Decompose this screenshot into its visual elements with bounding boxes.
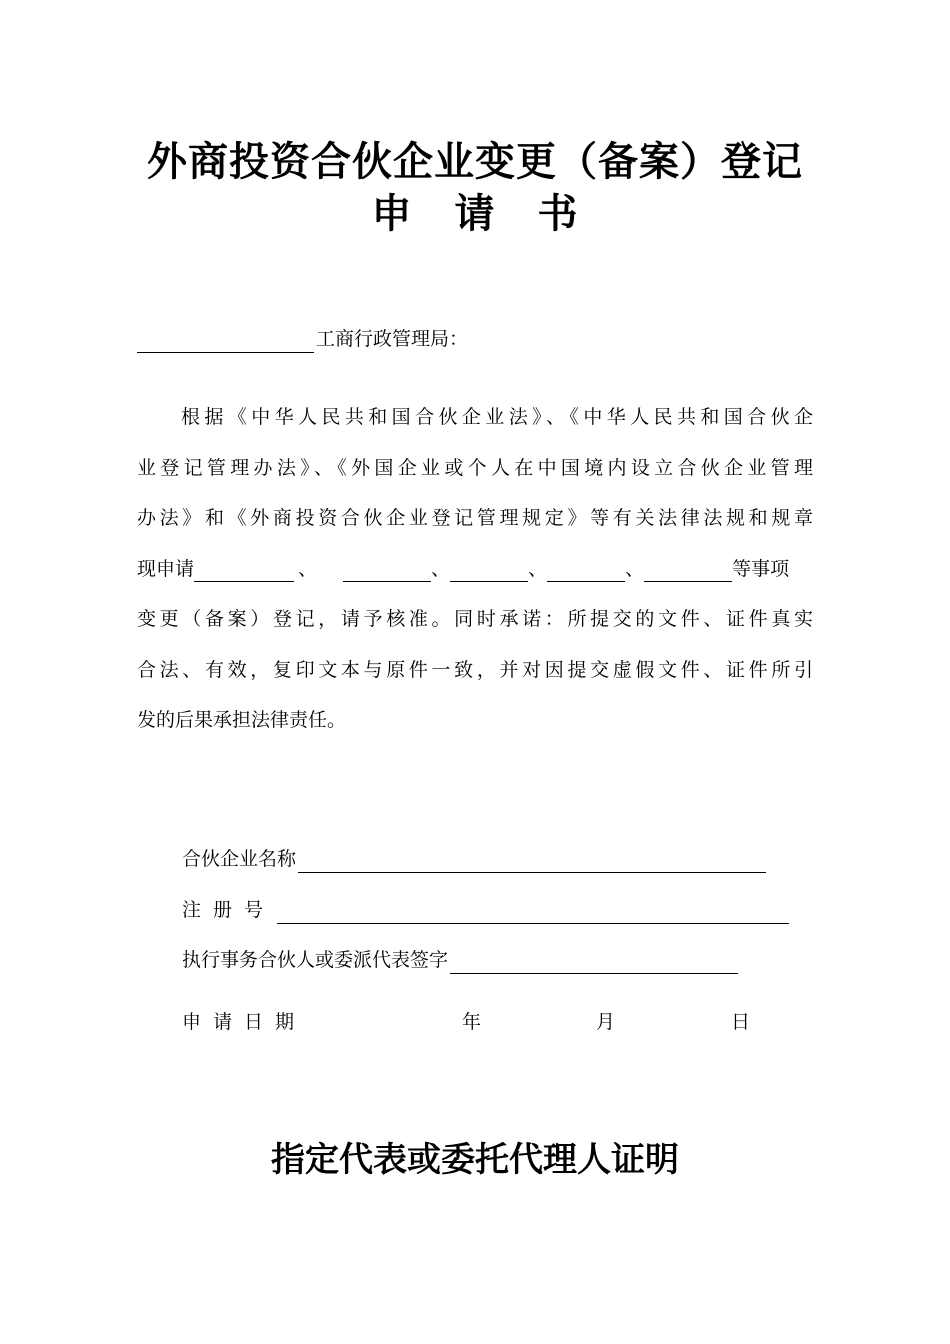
registration-no-blank[interactable] [277,899,789,924]
change-item-blank-3[interactable] [450,555,528,582]
paragraph-line: 办法》和《外商投资合伙企业登记管理规定》等有关法律法规和规章 [137,507,813,529]
change-item-blank-2[interactable] [343,555,431,582]
paragraph-line: 业登记管理办法》、《外国企业或个人在中国境内设立合伙企业管理 [137,456,813,479]
document-title: 外商投资合伙企业变更（备案）登记 [147,138,803,185]
items-suffix: 等事项 [732,557,790,580]
application-paragraph [137,392,813,746]
addressee-suffix: 工商行政管理局： [316,328,469,350]
paragraph-line: 根据《中华人民共和国合伙企业法》、《中华人民共和国合伙企 [181,406,813,428]
addressee-blank[interactable] [137,330,314,353]
registration-no-field [182,896,789,924]
paragraph-line: 变更（备案）登记，请予核准。同时承诺：所提交的文件、证件真实 [137,608,813,630]
change-item-blank-1[interactable] [194,555,294,582]
change-items-line [137,544,813,595]
title-char: 书 [537,190,579,237]
paragraph-line: 发的后果承担法律责任。 [137,709,347,731]
signature-field [182,946,738,974]
item-separator: 、 [431,557,451,580]
date-label: 申请日期 [182,1011,307,1033]
signature-label: 执行事务合伙人或委派代表签字 [182,949,449,971]
date-year: 年 [462,1011,482,1033]
item-separator: 、 [298,557,318,580]
item-separator: 、 [528,557,548,580]
date-day: 日 [731,1011,751,1033]
title-char: 申 [371,190,413,237]
date-month: 月 [596,1011,616,1033]
addressee-line [137,325,468,353]
title-char: 请 [454,190,496,237]
signature-blank[interactable] [450,949,738,974]
items-prefix: 现申请 [137,557,195,580]
item-separator: 、 [625,557,645,580]
document-title-line2 [0,190,950,238]
section-title: 指定代表或委托代理人证明 [271,1140,679,1180]
partnership-name-field [182,845,766,873]
paragraph-line: 合法、有效，复印文本与原件一致，并对因提交虚假文件、证件所引 [137,658,813,681]
partnership-name-label: 合伙企业名称 [182,848,297,870]
partnership-name-blank[interactable] [298,848,766,873]
change-item-blank-4[interactable] [547,555,625,582]
change-item-blank-5[interactable] [644,555,732,582]
registration-no-label: 注册号 [182,899,276,921]
